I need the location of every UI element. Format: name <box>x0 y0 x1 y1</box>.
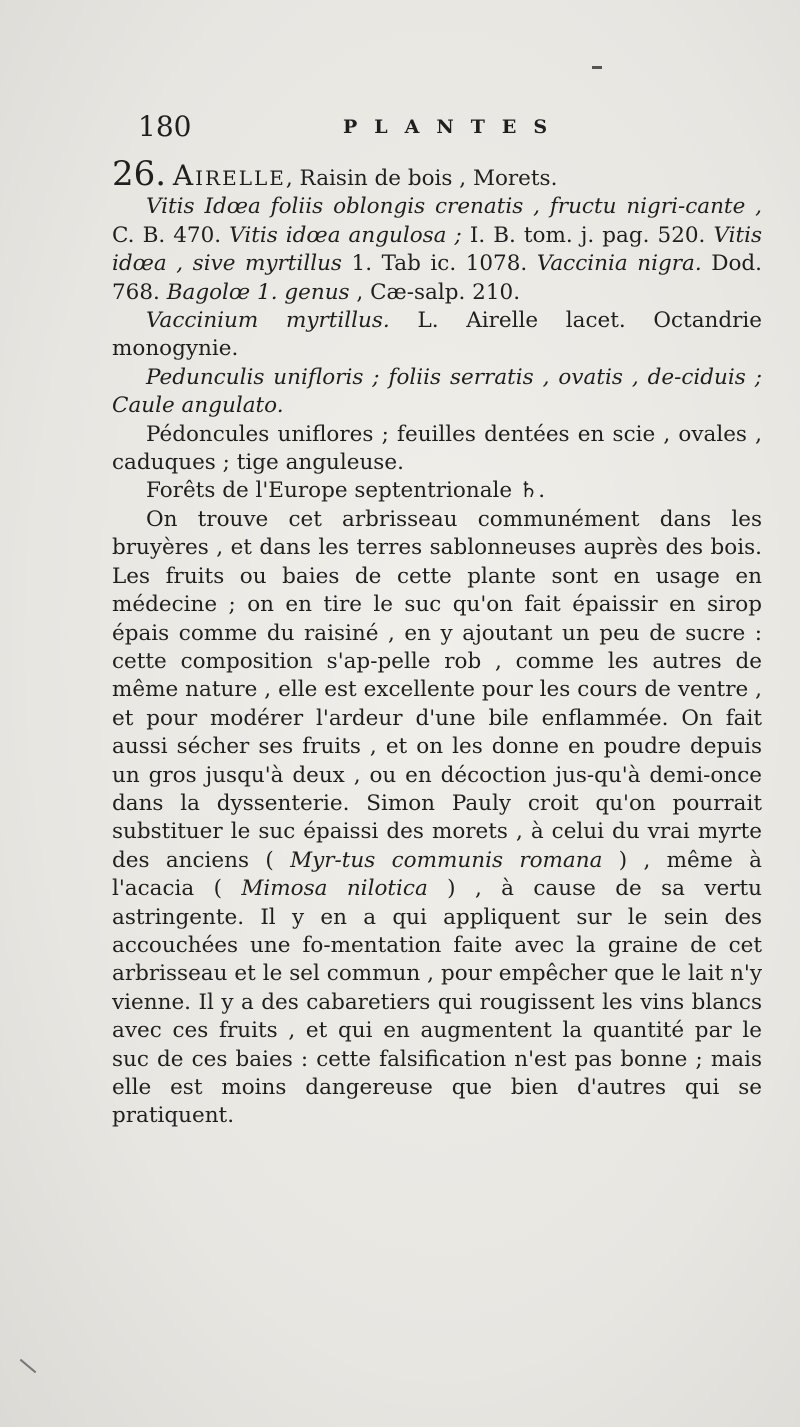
latin-description: Pedunculis unifloris ; foliis serratis , ovatis , de-ciduis ; Caule angulato. <box>112 364 762 419</box>
synonym: Vaccinia nigra. <box>536 251 702 277</box>
synonym: I. B. tom. j. pag. 520. <box>461 222 714 248</box>
synonym: Vitis idœa angulosa ; <box>229 222 462 248</box>
habitat: Forêts de l'Europe septentrionale ♄. <box>146 478 546 504</box>
synonym: 1. Tab ic. 1078. <box>341 251 537 277</box>
linnaeus-paragraph <box>112 307 762 364</box>
synonyms-paragraph <box>112 193 762 307</box>
synonym: Bagolœ 1. genus <box>166 279 350 305</box>
page-body <box>112 154 763 1131</box>
synonym: , Cæ-salp. 210. <box>349 279 521 305</box>
synonym: Dod. 768. <box>112 251 762 305</box>
page-mark <box>592 66 602 69</box>
main-text: On trouve cet arbrisseau communément dans les bruyères , et dans les terres sablonneuses auprès des bois. Les fruits ou baies de cette plante sont en usage en médecine ; on en tire le suc qu'on fait épaissir en sirop épais comme du raisiné , en y ajoutant un peu de sucre : cette composition s'ap-pelle rob , comme les autres de même nature , elle est excellente pour les cours de ventre , et pour modérer l'ardeur d'une bile enflammée. On fait aussi sécher ses fruits , et on les donne en poudre depuis un gros jusqu'à deux , ou en décoction jus-qu'à demi-once dans la dyssenterie. Simon Pauly croit qu'on pourrait substituer le suc épaissi des morets , à celui du vrai myrte des anciens ( Myr-tus communis romana ) , même à l'acacia ( Mimosa nilotica ) , à cause de sa vertu astringente. Il y en a qui appliquent sur le sein des accouchées une fo-mentation faite avec la graine de cet arbrisseau et le sel commun , pour empêcher que le lait n'y vienne. Il y a des cabaretiers qui rougissent les vins blancs avec ces fruits , et qui en augmentent la quantité par le suc de ces baies : cette falsification n'est pas bonne ; mais elle est moins dangereuse que bien d'autres qui se pratiquent. <box>112 506 762 1129</box>
linnaeus-classification: L. Airelle lacet. Octandrie monogynie. <box>112 308 763 362</box>
french-description: Pédoncules uniflores ; feuilles dentées en scie , ovales , caduques ; tige anguleuse. <box>112 421 762 476</box>
page-mark <box>20 1359 37 1373</box>
page-header <box>138 110 758 150</box>
synonym: Vitis idœa , sive myrtillus <box>112 222 763 277</box>
linnaeus-name: Vaccinium myrtillus. <box>146 308 390 334</box>
entry-heading <box>112 154 762 194</box>
synonym: C. B. 470. <box>112 222 230 248</box>
synonym: Vitis Idœa foliis oblongis crenatis , fructu nigri-cante , <box>146 194 762 220</box>
entry-number: 26. <box>112 154 167 194</box>
page-number: 180 <box>138 110 192 143</box>
running-head: PLANTES <box>343 116 565 138</box>
entry-name: Airelle <box>172 159 286 192</box>
entry-common-names: , Raisin de bois , Morets. <box>285 166 558 191</box>
